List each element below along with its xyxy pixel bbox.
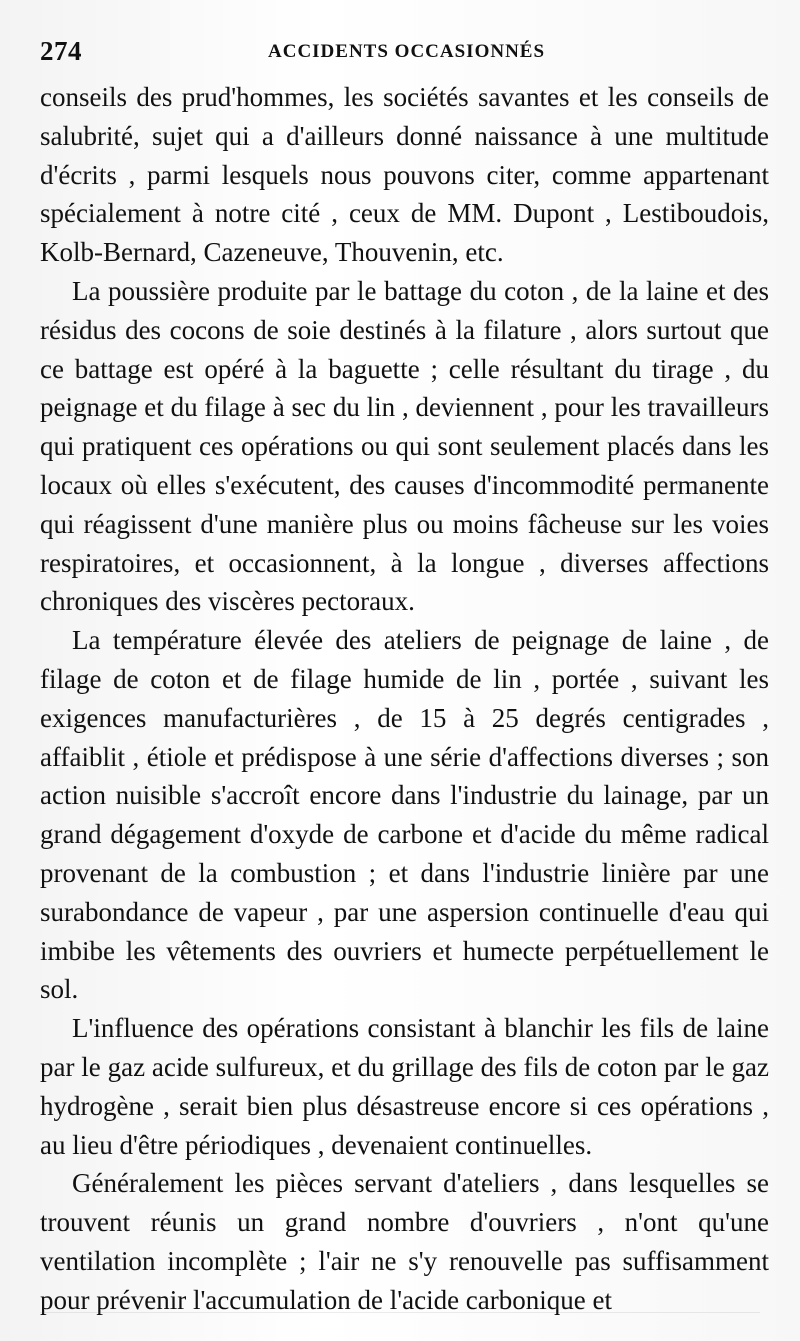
- paragraph-dust: La poussière produite par le battage du coton , de la laine et des résidus des cocons de soie destinés à la filature , alors surtout que ce battage est opéré à la baguette ; celle résultant du tirage , du peignage et du filage à sec du lin , deviennent , pour les travailleurs qui pratiquent ces opérations ou qui sont seulement placés dans les locaux où elles s'exécutent, des causes d'incommodité permanente qui réagissent d'une manière plus ou moins fâcheuse sur les voies respiratoires, et occasionnent, à la longue , diverses affections chroniques des viscères pectoraux.: [40, 275, 769, 617]
- page-number: 274: [40, 36, 82, 66]
- body-text: [40, 78, 769, 1320]
- paragraph-continuation: conseils des prud'hommes, les sociétés savantes et les conseils de salubrité, sujet qui a d'ailleurs donné naissance à une multitude d'écrits , parmi lesquels nous pouvons citer, comme appartenant spécialement à notre cité , ceux de MM. Dupont , Lestiboudois, Kolb-Bernard, Cazeneuve, Thouvenin, etc.: [40, 82, 769, 268]
- paragraph-temperature: La température élevée des ateliers de peignage de laine , de filage de coton et de filage humide de lin , portée , suivant les exigences manufacturières , de 15 à 25 degrés centigrades , affaiblit , étiole et prédispose à une série d'affections diverses ; son action nuisible s'accroît encore dans l'industrie du lainage, par un grand dégagement d'oxyde de carbone et d'acide du même radical provenant de la combustion ; et dans l'industrie linière par une surabondance de vapeur , par une aspersion continuelle d'eau qui imbibe les vêtements des ouvriers et humecte perpétuellement le sol.: [40, 625, 769, 1005]
- paragraph-bleaching: L'influence des opérations consistant à blanchir les fils de laine par le gaz acide sulfureux, et du grillage des fils de coton par le gaz hydrogène , serait bien plus désastreuse encore si ces opérations , au lieu d'être périodiques , devenaient continuelles.: [40, 1013, 769, 1160]
- running-head: ACCIDENTS OCCASIONNÉS: [268, 41, 546, 62]
- paragraph-ventilation: Généralement les pièces servant d'ateliers , dans lesquelles se trouvent réunis un grand nombre d'ouvriers , n'ont qu'une ventilation incomplète ; l'air ne s'y renouvelle pas suffisamment pour prévenir l'accumulation de l'acide carbonique et: [40, 1168, 769, 1315]
- bleed-through-shadow: [40, 1312, 760, 1331]
- page-header: [40, 32, 770, 76]
